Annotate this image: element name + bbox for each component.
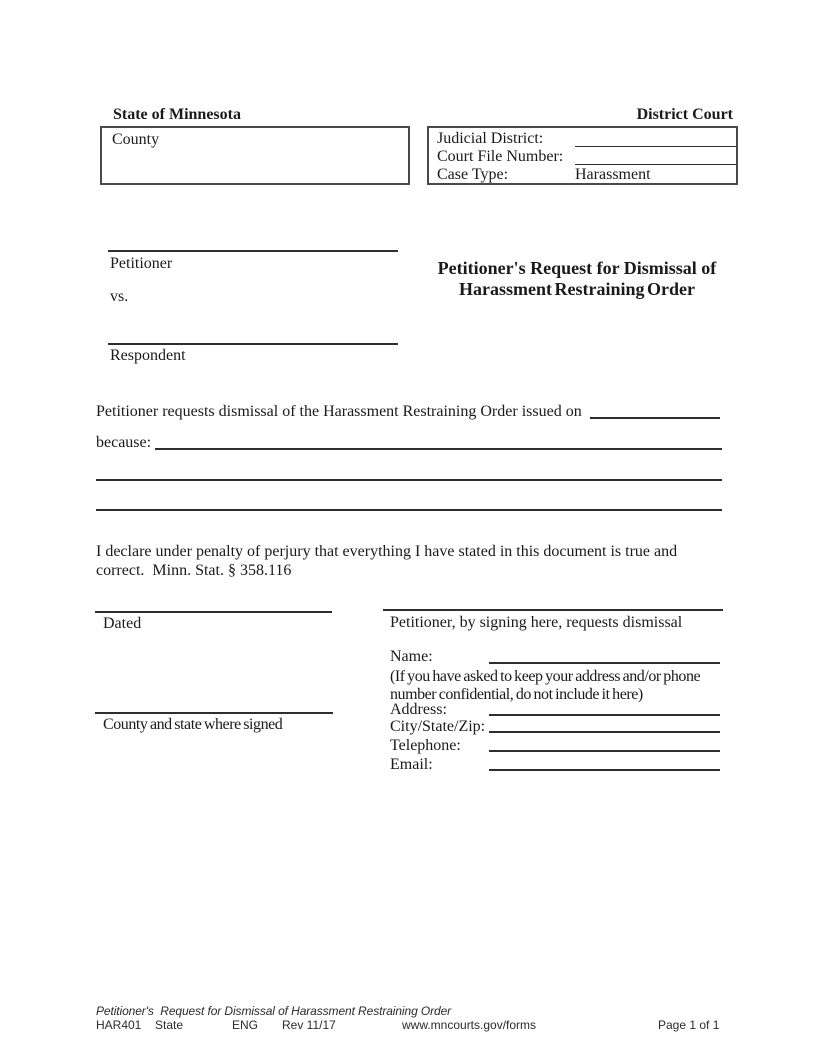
footer-form-number: HAR401 (96, 1018, 142, 1032)
email-label: Email: (390, 756, 433, 773)
telephone-label: Telephone: (390, 737, 461, 754)
county-state-signed-field[interactable] (95, 712, 333, 714)
court-info-box (427, 126, 738, 185)
judicial-district-label: Judicial District: (437, 130, 544, 147)
respondent-name-field[interactable] (108, 343, 398, 345)
footer-state: State (155, 1018, 184, 1032)
because-field-line-2[interactable] (96, 479, 722, 481)
footer-page-number: Page 1 of 1 (658, 1018, 720, 1032)
footer-language: ENG (232, 1018, 259, 1032)
confidential-note (390, 668, 735, 703)
county-state-signed-label: County and state where signed (103, 716, 283, 733)
case-type-label: Case Type: (437, 166, 509, 183)
petitioner-name-field[interactable] (108, 250, 398, 252)
telephone-field[interactable] (489, 750, 720, 752)
address-label: Address: (390, 701, 447, 718)
city-state-zip-label: City/State/Zip: (390, 718, 486, 735)
form-title-line2: Harassment Restraining Order (459, 279, 695, 299)
district-court-heading: District Court (636, 106, 733, 123)
petitioner-signature-field[interactable] (383, 609, 723, 611)
court-file-number-field[interactable] (575, 147, 736, 165)
confidential-note-line2: number confidential, do not include it here) (390, 685, 643, 703)
name-label: Name: (390, 648, 433, 665)
name-field[interactable] (489, 662, 720, 664)
footer-form-title: Petitioner's Request for Dismissal of Harassment Restraining Order (96, 1004, 452, 1018)
judicial-district-field[interactable] (575, 129, 736, 147)
signature-caption: Petitioner, by signing here, requests dismissal (390, 614, 683, 631)
because-label: because: (96, 434, 152, 451)
city-state-zip-field[interactable] (489, 731, 720, 733)
form-title-line1: Petitioner's Request for Dismissal of (437, 258, 717, 278)
because-field-line-3[interactable] (96, 509, 722, 511)
dated-field[interactable] (95, 611, 332, 613)
vs-label: vs. (110, 288, 129, 305)
declaration-line1: I declare under penalty of perjury that everything I have stated in this document is true and (96, 543, 678, 560)
petitioner-label: Petitioner (110, 255, 173, 272)
dated-label: Dated (103, 615, 142, 632)
request-sentence: Petitioner requests dismissal of the Harassment Restraining Order issued on (96, 403, 582, 420)
case-type-value: Harassment (575, 166, 651, 183)
county-field-box[interactable] (100, 126, 410, 185)
form-title (427, 258, 727, 300)
court-file-number-label: Court File Number: (437, 148, 564, 165)
because-field-line-1[interactable] (155, 448, 722, 450)
email-field[interactable] (489, 769, 720, 771)
issued-date-field[interactable] (590, 417, 720, 419)
declaration-line2: correct. Minn. Stat. § 358.116 (96, 562, 292, 579)
footer-revision: Rev 11/17 (282, 1018, 336, 1032)
address-field[interactable] (489, 714, 720, 716)
confidential-note-line1: (If you have asked to keep your address and/or phone (390, 668, 701, 685)
state-heading: State of Minnesota (113, 106, 241, 123)
respondent-label: Respondent (110, 347, 186, 364)
footer-website: www.mncourts.gov/forms (402, 1018, 537, 1032)
county-label: County (112, 131, 160, 148)
